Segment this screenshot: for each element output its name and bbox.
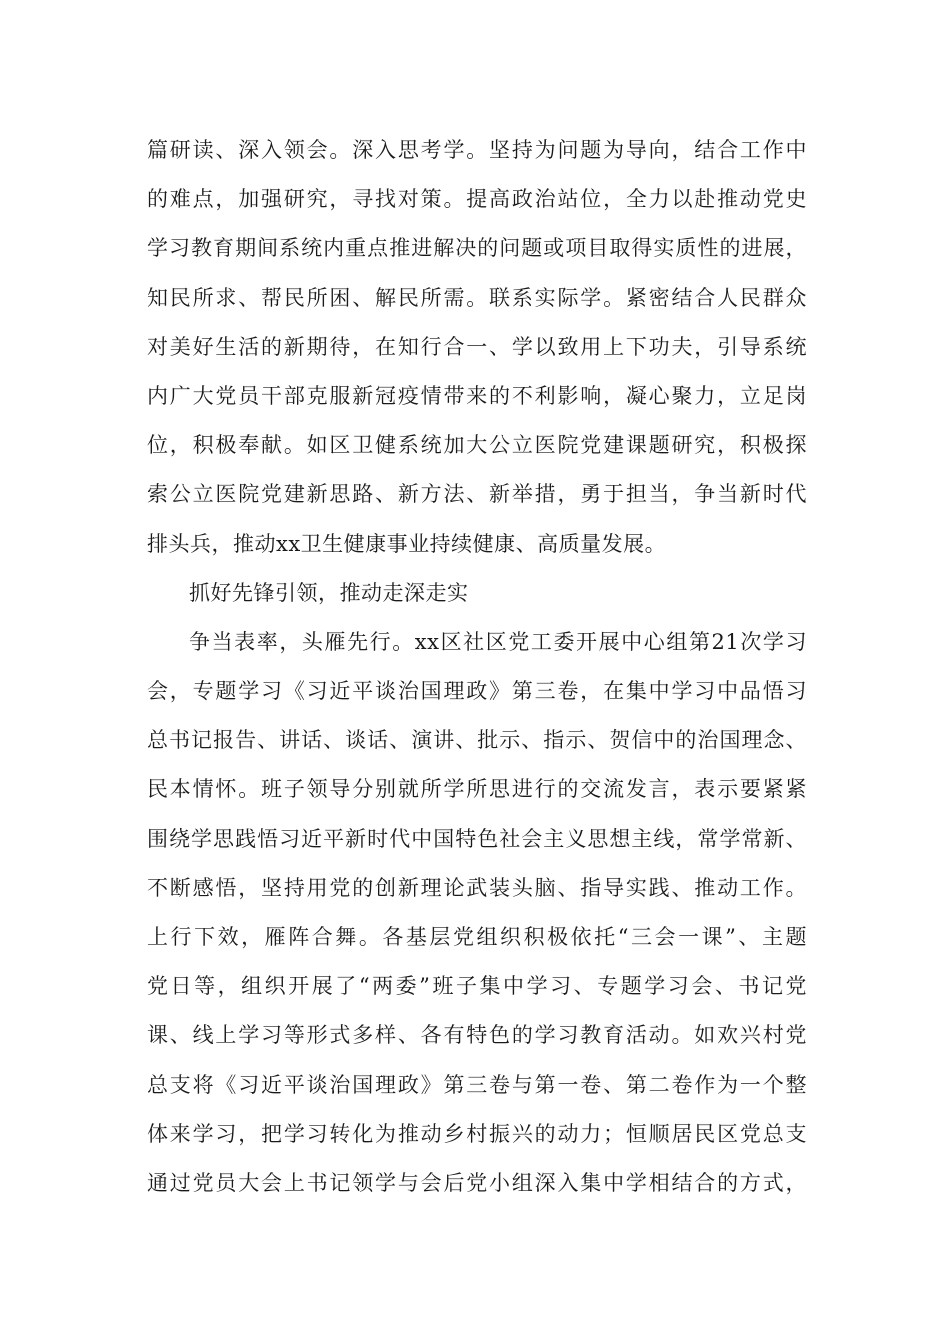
- text-line: 课、线上学习等形式多样、各有特色的学习教育活动。如欢兴村党: [147, 1023, 807, 1048]
- text-line: 知民所求、帮民所困、解民所需。联系实际学。紧密结合人民群众: [147, 285, 807, 310]
- text-line: 位，积极奉献。如区卫健系统加大公立医院党建课题研究，积极探: [147, 433, 807, 458]
- text-line: 民本情怀。班子领导分别就所学所思进行的交流发言，表示要紧紧: [147, 777, 807, 802]
- text-line: 围绕学思践悟习近平新时代中国特色社会主义思想主线，常学常新、: [147, 826, 807, 851]
- text-line: 对美好生活的新期待，在知行合一、学以致用上下功夫，引导系统: [147, 334, 807, 359]
- text-line: 体来学习，把学习转化为推动乡村振兴的动力；恒顺居民区党总支: [147, 1121, 807, 1146]
- text-line: 篇研读、深入领会。深入思考学。坚持为问题为导向，结合工作中: [147, 138, 807, 162]
- text-line: 排头兵，推动xx卫生健康事业持续健康、高质量发展。: [147, 531, 667, 556]
- text-line: 不断感悟，坚持用党的创新理论武装头脑、指导实践、推动工作。: [147, 875, 807, 900]
- text-line: 总支将《习近平谈治国理政》第三卷与第一卷、第二卷作为一个整: [147, 1072, 807, 1097]
- section-heading: 抓好先锋引领，推动走深走实: [189, 580, 469, 605]
- text-line: 上行下效，雁阵合舞。各基层党组织积极依托“三会一课”、主题: [147, 925, 807, 949]
- text-line: 的难点，加强研究，寻找对策。提高政治站位，全力以赴推动党史: [147, 187, 807, 212]
- text-line: 党日等，组织开展了“两委”班子集中学习、专题学习会、书记党: [147, 974, 807, 999]
- text-line: 学习教育期间系统内重点推进解决的问题或项目取得实质性的进展，: [147, 236, 807, 261]
- text-line: 通过党员大会上书记领学与会后党小组深入集中学相结合的方式，: [147, 1170, 807, 1195]
- text-line: 索公立医院党建新思路、新方法、新举措，勇于担当，争当新时代: [147, 482, 807, 507]
- text-line: 总书记报告、讲话、谈话、演讲、批示、指示、贺信中的治国理念、: [147, 728, 807, 753]
- text-line: 争当表率，头雁先行。xx区社区党工委开展中心组第21次学习: [189, 629, 807, 654]
- text-line: 会，专题学习《习近平谈治国理政》第三卷，在集中学习中品悟习: [147, 679, 807, 704]
- text-line: 内广大党员干部克服新冠疫情带来的不利影响，凝心聚力，立足岗: [147, 383, 807, 408]
- document-body: [147, 126, 807, 1208]
